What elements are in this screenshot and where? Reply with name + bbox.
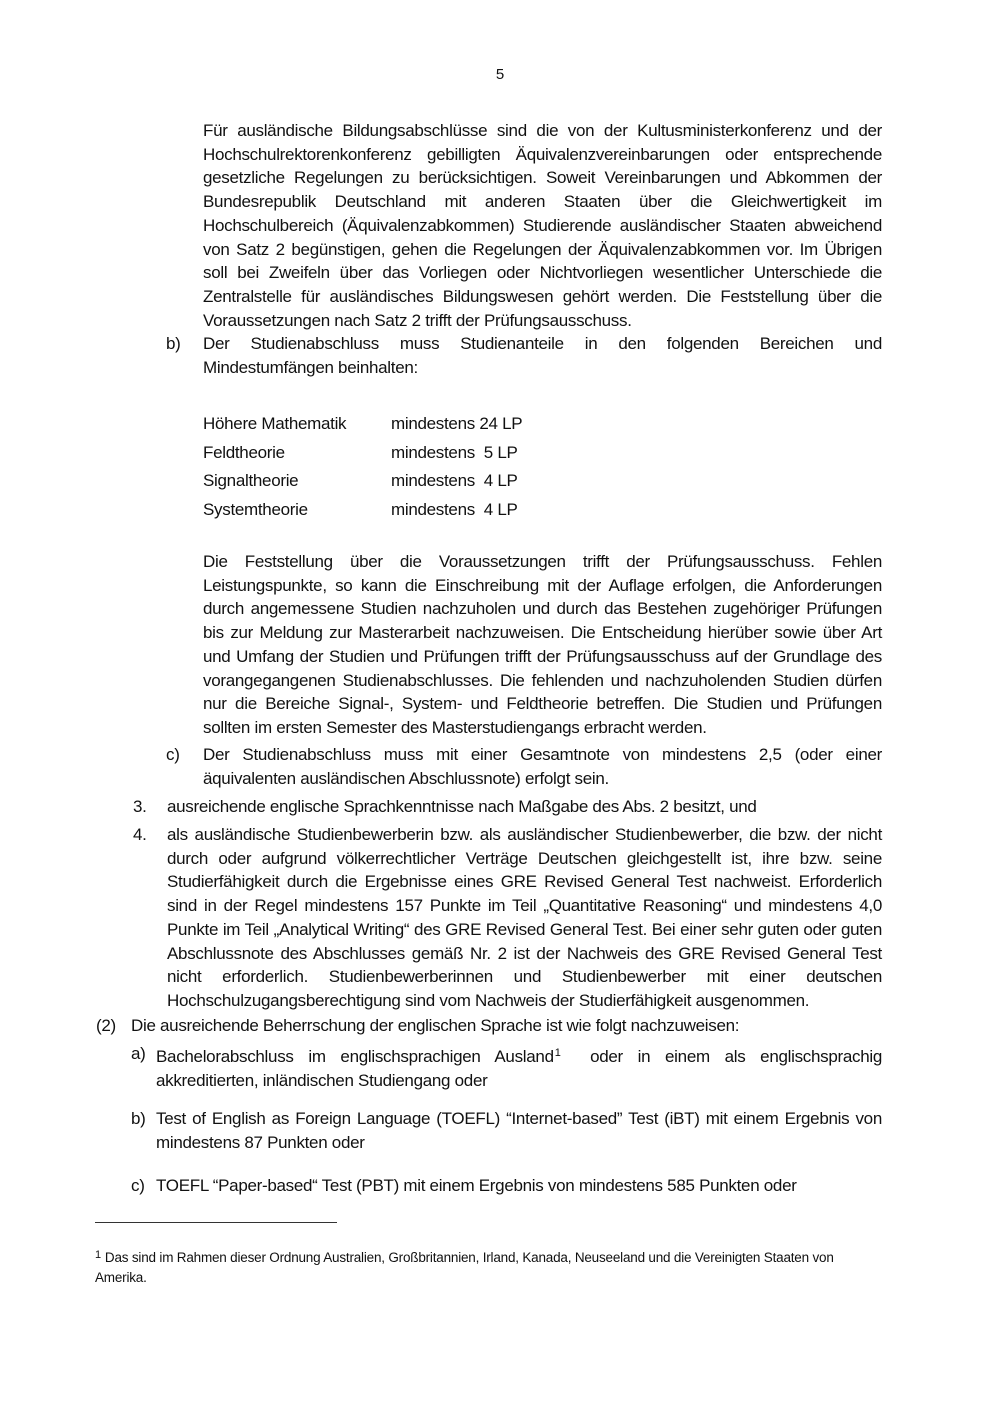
requirement-subject: Systemtheorie <box>203 499 308 519</box>
item-c-label: c) <box>166 745 180 764</box>
item-4-label: 4. <box>133 825 147 844</box>
section-2-label: (2) <box>96 1016 116 1035</box>
requirement-amount: mindestens 4 LP <box>391 471 518 491</box>
table-row <box>203 410 522 439</box>
requirement-subject: Höhere Mathematik <box>203 414 347 434</box>
footnote-text: Das sind im Rahmen dieser Ordnung Australien, Großbritannien, Irland, Kanada, Neuseeland und die Vereinigten Staaten von Amerika. <box>95 1250 834 1285</box>
lang-c-text: TOEFL “Paper-based“ Test (PBT) mit einem Ergebnis von mindestens 585 Punkten oder <box>156 1176 797 1195</box>
requirement-subject: Signaltheorie <box>203 471 299 491</box>
requirements-table <box>203 410 522 524</box>
paragraph-b-followup: Die Feststellung über die Voraussetzungen trifft der Prüfungsausschuss. Fehlen Leistungspunkte, so kann die Einschreibung mit der Auflage erfolgen, die Anforderungen durch angemessene Studien nachzuholen und durch das Bestehen zugehöriger Prüfungen bis zur Meldung zur Masterarbeit nachzuweisen. Die Entscheidung hierüber sowie über Art und Umfang der Studien und Prüfungen trifft der Prüfungsausschuss auf der Grundlage des vorangegangenen Studienabschlusses. Die fehlenden und nachzuholenden Studien dürfen nur die Bereiche Signal-, System- und Feldtheorie betreffen. Die Studien und Prüfungen sollten im ersten Semester des Masterstudiengangs erbracht werden. <box>203 552 882 737</box>
footnote <box>95 1245 885 1288</box>
requirement-amount: mindestens 5 LP <box>391 442 518 462</box>
requirement-subject: Feldtheorie <box>203 442 285 462</box>
item-4-text: als ausländische Studienbewerberin bzw. als ausländischer Studienbewerber, die bzw. der nicht durch oder aufgrund völkerrechtlicher Verträge Deutschen gleichgestellt ist, ihre bzw. seine Studierfähigkeit durch die Ergebnisse eines GRE Revised General Test nachweist. Erforderlich sind in der Regel mindestens 157 Punkte im Teil „Quantitative Reasoning“ und mindestens 4,0 Punkte im Teil „Analytical Writing“ des GRE Revised General Test. Bei einer sehr guten oder guten Abschlussnote des Abschlusses gemäß Nr. 2 ist der Nachweis des GRE Revised General Test nicht erforderlich. Studienbewerberinnen und Studienbewerber mit einer deutschen Hochschulzugangsberechtigung sind vom Nachweis der Studierfähigkeit ausgenommen. <box>167 825 882 1010</box>
lang-a-text-after: oder in einem als englischsprachig akkreditierten, inländischen Studiengang oder <box>156 1047 887 1090</box>
item-b-text: Der Studienabschluss muss Studienanteile in den folgenden Bereichen und Mindestumfängen beinhalten: <box>203 334 882 377</box>
footnote-reference: 1 <box>554 1047 561 1059</box>
footnote-marker: 1 <box>95 1249 101 1261</box>
footnote-divider <box>95 1222 337 1223</box>
table-row <box>203 439 522 468</box>
page-number: 5 <box>495 66 505 83</box>
section-2-text: Die ausreichende Beherrschung der englischen Sprache ist wie folgt nachzuweisen: <box>131 1016 740 1035</box>
lang-a-text-before: Bachelorabschluss im englischsprachigen Ausland <box>156 1047 554 1066</box>
lang-b-label: b) <box>131 1109 146 1128</box>
item-3-label: 3. <box>133 797 147 816</box>
lang-b-text: Test of English as Foreign Language (TOEFL) “Internet-based” Test (iBT) mit einem Ergebnis von mindestens 87 Punkten oder <box>156 1109 882 1152</box>
item-b-label: b) <box>166 334 181 353</box>
lang-c-label: c) <box>131 1176 145 1195</box>
table-row <box>203 496 522 525</box>
paragraph-intro: Für ausländische Bildungsabschlüsse sind die von der Kultusministerkonferenz und der Hochschulrektorenkonferenz gebilligten Äquivalenzvereinbarungen oder entsprechende gesetzliche Regelungen zu berücksichtigen. Soweit Vereinbarungen und Abkommen der Bundesrepublik Deutschland mit anderen Staaten über die Gleichwertigkeit im Hochschulbereich (Äquivalenzabkommen) Studierende ausländischer Staaten abweichend von Satz 2 begünstigen, gehen die Regelungen der Äquivalenzabkommen vor. Im Übrigen soll bei Zweifeln über das Vorliegen oder Nichtvorliegen wesentlicher Unterschiede die Zentralstelle für ausländisches Bildungswesen gehört werden. Die Feststellung über die Voraussetzungen nach Satz 2 trifft der Prüfungsausschuss. <box>203 121 882 330</box>
item-c-text: Der Studienabschluss muss mit einer Gesamtnote von mindestens 2,5 (oder einer äquivalenten ausländischen Abschlussnote) erfolgt sein. <box>203 745 882 788</box>
requirement-amount: mindestens 24 LP <box>391 414 523 434</box>
lang-a-label: a) <box>131 1044 146 1063</box>
requirement-amount: mindestens 4 LP <box>391 499 518 519</box>
lang-a-text <box>156 1042 887 1092</box>
item-3-text: ausreichende englische Sprachkenntnisse nach Maßgabe des Abs. 2 besitzt, und <box>167 797 757 816</box>
table-row <box>203 467 522 496</box>
